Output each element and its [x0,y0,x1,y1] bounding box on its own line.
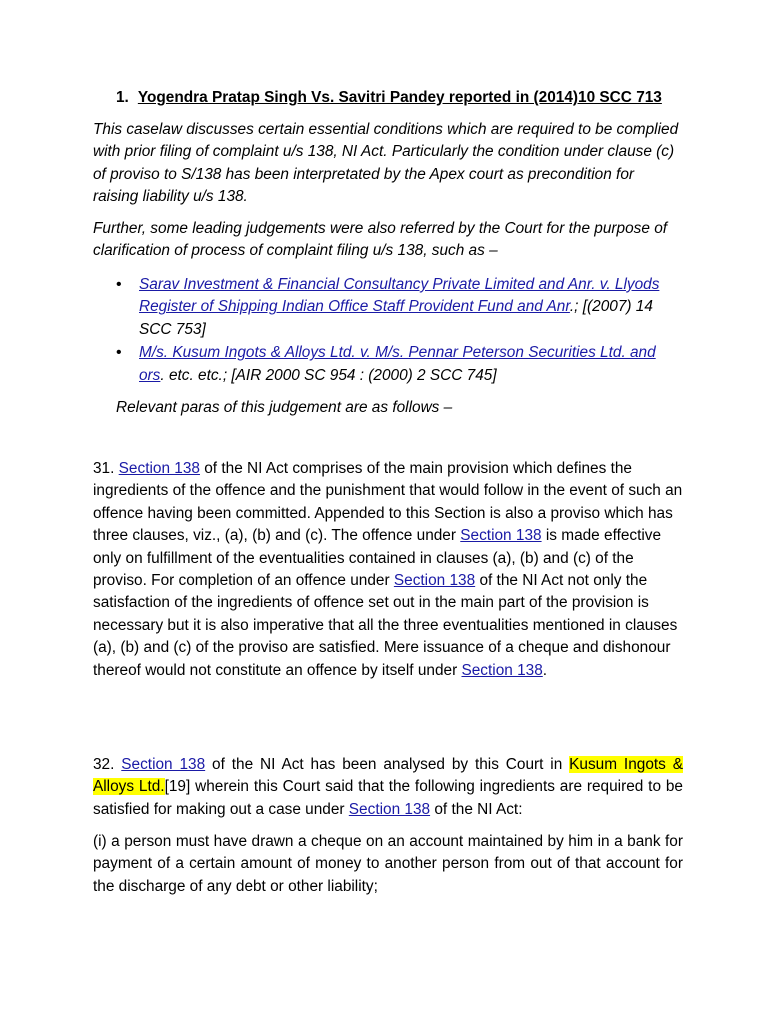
section-138-link[interactable]: Section 138 [393,572,476,590]
paragraph-32 [93,754,683,821]
list-item [116,274,676,341]
highlighted-case-name: Kusum Ingots & Alloys Ltd. [93,756,683,796]
section-138-link[interactable]: Section 138 [348,800,431,818]
section-138-link[interactable]: Section 138 [118,460,200,477]
section-138-link[interactable]: Section 138 [461,661,543,679]
para-text: of the NI Act comprises of the main provision which defines the ingredients of the offence and the punishment that would follow in the event of such an offence having been committed. Appended to this Section is also a proviso which has three clauses, viz., (a), (b) and (c). The offence under [93,460,683,545]
referred-judgements-list [116,274,676,388]
judgement-link-kusum[interactable]: M/s. Kusum Ingots & Alloys Ltd. v. M/s. Pennar Peterson Securities Ltd. and ors [139,344,656,384]
para-text: of the NI Act has been analysed by this Court in [205,756,570,773]
section-138-link[interactable]: Section 138 [121,756,206,773]
paragraph-32-ingredient-i: (i) a person must have drawn a cheque on an account maintained by him in a bank for payment of a certain amount of money to another person from out of that account for the discharge of any debt or other liability; [93,833,683,895]
para-number: 31. [93,460,119,477]
para-text: of the NI Act: [430,800,523,818]
heading-title: Yogendra Pratap Singh Vs. Savitri Pandey reported in (2014)10 SCC 713 [137,89,662,106]
intro-paragraph-1: This caselaw discusses certain essential conditions which are required to be complied with prior filing of complaint u/s 138, NI Act. Particularly the condition under clause (c) of proviso to S/138 has been interpretated by the Apex court as precondition for raising liability u/s 138. [93,121,679,206]
para-text: wherein this Court said that the following ingredients are required to be satisfied for making out a case under [93,778,683,818]
bullet-icon: • [116,344,122,362]
judgement-link-sarav[interactable]: Sarav Investment & Financial Consultancy Private Limited and Anr. v. Llyods Register of Shipping Indian Office Staff Provident Fund and Anr [139,276,660,316]
heading-number: 1. [116,89,129,106]
bullet-icon: • [116,276,122,293]
section-138-link[interactable]: Section 138 [460,527,542,545]
paragraph-31 [93,458,685,682]
relevant-paras-intro: Relevant paras of this judgement are as follows – [116,399,453,416]
judgement-citation: . etc. etc.; [AIR 2000 SC 954 : (2000) 2 SCC 745] [160,366,497,384]
para-text: . [542,661,548,679]
para-text: of the NI Act not only the satisfaction of the ingredients of offence set out in the main part of the provision is necessary but it is also imperative that all the three eventualities mentioned in clauses (a), (b) and (c) of the proviso are satisfied. Mere issuance of a cheque and dishonour thereof would not constitute an offence by itself under [93,572,678,679]
judgement-citation: .; [(2007) 14 SCC 753] [139,298,653,338]
case-heading [116,89,662,107]
para-number: 32. [93,756,122,773]
intro-paragraph-2: Further, some leading judgements were also referred by the Court for the purpose of clarification of process of complaint filing u/s 138, such as – [93,220,668,260]
para-text: is made effective only on fulfillment of the eventualities contained in clauses (a), (b) and (c) of the proviso. For completion of an offence under [93,527,662,590]
footnote-ref: [19] [164,778,191,796]
list-item [116,342,676,387]
